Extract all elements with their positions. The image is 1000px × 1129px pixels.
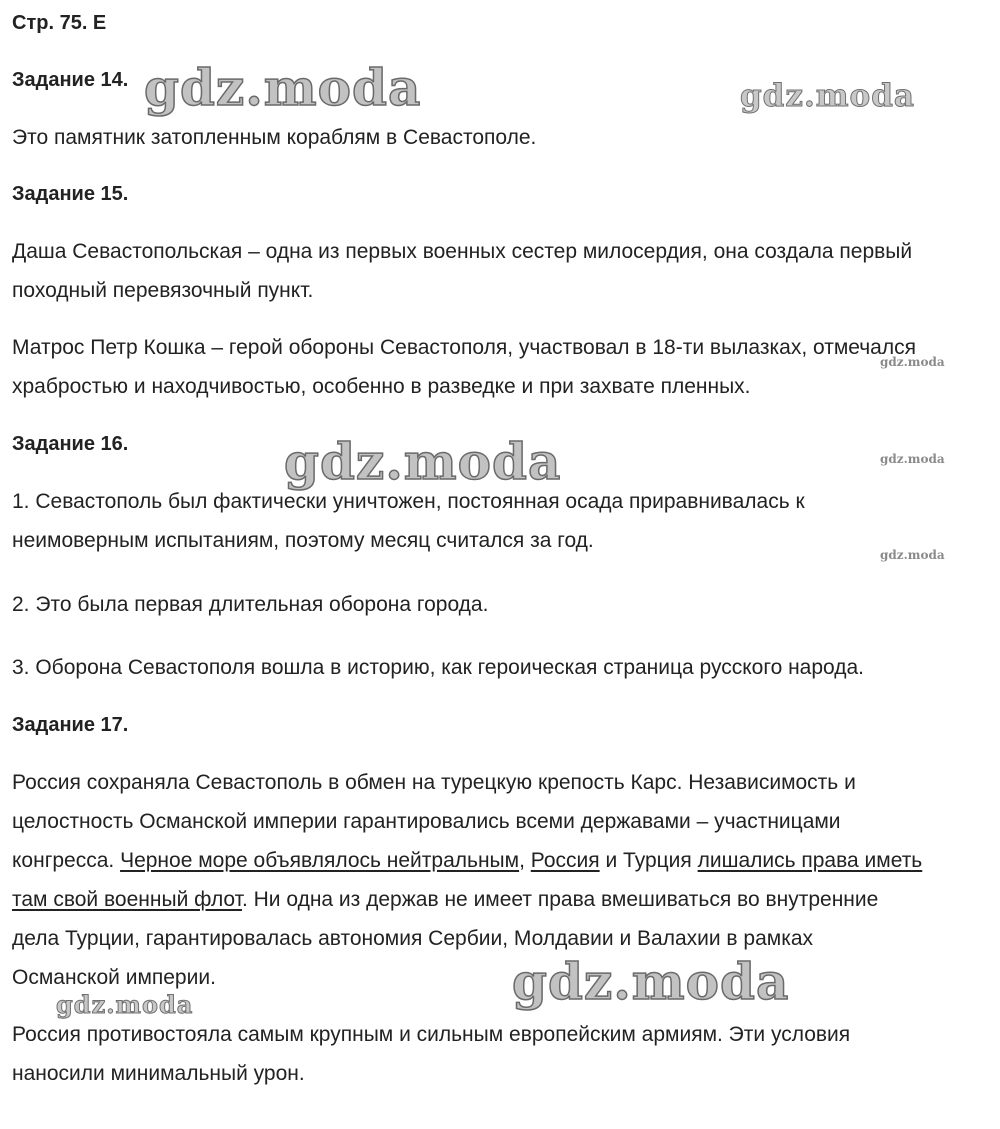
task-14-text: Это памятник затопленным кораблям в Севастополе. <box>12 126 537 149</box>
task-17-line-5: дела Турции, гарантировалась автономия Сербии, Молдавии и Валахии в рамках <box>12 927 814 950</box>
task-17-paragraph-2-line-1: Россия противостояла самым крупным и сильным европейским армиям. Эти условия <box>12 1023 851 1046</box>
task-16-item-2: 2. Это была первая длительная оборона города. <box>12 593 489 616</box>
task-14-title: Задание 14. <box>12 69 129 91</box>
task-16-item-3: 3. Оборона Севастополя вошла в историю, как героическая страница русского народа. <box>12 656 865 679</box>
watermark-logo: gdz.moda <box>144 58 422 117</box>
task-17-line-2: целостность Османской империи гарантировались всеми державами – участницами <box>12 810 841 833</box>
task-15-paragraph-1-line-2: походный перевязочный пункт. <box>12 279 314 302</box>
watermark-logo: gdz.moda <box>880 355 945 369</box>
task-16-title: Задание 16. <box>12 433 129 455</box>
task-16-item-1-line-1: 1. Севастополь был фактически уничтожен, постоянная осада приравнивалась к <box>12 490 805 513</box>
text-segment: конгресса. <box>12 849 121 872</box>
page-reference: Стр. 75. Е <box>12 12 107 34</box>
task-17-line-1: Россия сохраняла Севастополь в обмен на турецкую крепость Карс. Независимость и <box>12 771 856 794</box>
watermark-logo: gdz.moda <box>512 952 790 1011</box>
watermark-logo: gdz.moda <box>880 452 945 466</box>
task-17-paragraph-2-line-2: наносили минимальный урон. <box>12 1062 305 1085</box>
task-17-line-4 <box>12 880 878 919</box>
task-16-item-1-line-2: неимоверным испытаниям, поэтому месяц считался за год. <box>12 529 594 552</box>
text-segment: . Ни одна из держав не имеет права вмешиваться во внутренние <box>241 888 879 911</box>
task-17-title: Задание 17. <box>12 714 129 736</box>
watermark-logo: gdz.moda <box>284 432 562 491</box>
underlined-phrase-lost-rights: лишались права иметь <box>697 849 923 872</box>
text-segment: и Турция <box>599 849 698 872</box>
task-15-paragraph-1-line-1: Даша Севастопольская – одна из первых военных сестер милосердия, она создала первый <box>12 240 913 263</box>
task-17-line-6: Османской империи. <box>12 966 216 989</box>
task-15-title: Задание 15. <box>12 183 129 205</box>
text-segment: , <box>519 849 531 872</box>
task-17-line-3 <box>12 841 922 880</box>
task-15-paragraph-2-line-2: храбростью и находчивостью, особенно в разведке и при захвате пленных. <box>12 375 751 398</box>
watermark-logo: gdz.moda <box>740 78 915 114</box>
underlined-phrase-military-fleet: там свой военный флот <box>12 888 242 911</box>
watermark-logo: gdz.moda <box>880 548 945 562</box>
underlined-phrase-black-sea-neutral: Черное море объявлялось нейтральным <box>120 849 520 872</box>
underlined-phrase-russia: Россия <box>530 849 600 872</box>
task-15-paragraph-2-line-1: Матрос Петр Кошка – герой обороны Севастополя, участвовал в 18-ти вылазках, отмечался <box>12 336 916 359</box>
watermark-logo: gdz.moda <box>56 990 194 1019</box>
